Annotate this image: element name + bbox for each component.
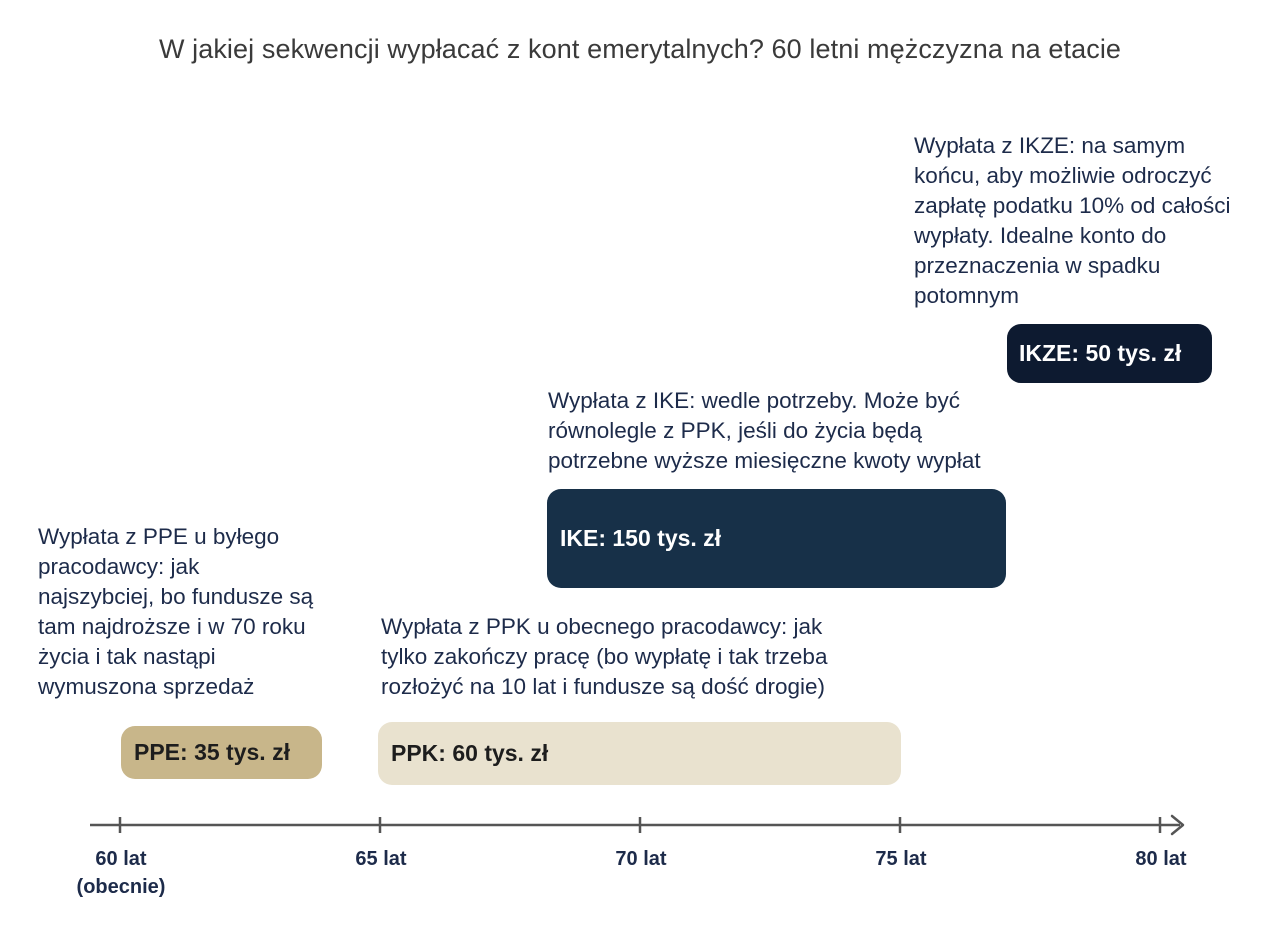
- ppk-bar: [378, 722, 901, 785]
- axis-tick-label-70: 70 lat: [615, 848, 667, 870]
- ikze-bar: [1007, 324, 1212, 383]
- ppe-note: Wypłata z PPE u byłego pracodawcy: jak najszybciej, bo fundusze są tam najdroższe i w 70 roku życia i tak nastąpi wymuszona sprzedaż: [38, 524, 314, 699]
- ppe-bar-label: PPE: 35 tys. zł: [134, 739, 290, 765]
- axis-tick-label-60: 60 lat (obecnie): [76, 848, 166, 898]
- axis-tick-label-75: 75 lat: [875, 848, 927, 870]
- axis-arrow-icon: [1172, 816, 1183, 834]
- ike-bar: [547, 489, 1006, 588]
- axis-tick-label-65: 65 lat: [355, 848, 407, 870]
- ikze-bar-label: IKZE: 50 tys. zł: [1019, 340, 1182, 366]
- ike-bar-label: IKE: 150 tys. zł: [560, 525, 722, 551]
- ppe-bar: [121, 726, 322, 779]
- diagram-title: W jakiej sekwencji wypłacać z kont emerytalnych? 60 letni mężczyzna na etacie: [158, 34, 1122, 64]
- ppk-note: Wypłata z PPK u obecnego pracodawcy: jak tylko zakończy pracę (bo wypłatę i tak trzeba rozłożyć na 10 lat i fundusze są dość drogie): [381, 614, 828, 699]
- ppk-bar-label: PPK: 60 tys. zł: [391, 740, 549, 766]
- ike-note: Wypłata z IKE: wedle potrzeby. Może być równolegle z PPK, jeśli do życia będą potrzebne wyższe miesięczne kwoty wypłat: [548, 388, 981, 473]
- axis-tick-label-80: 80 lat: [1135, 848, 1187, 870]
- ikze-note: Wypłata z IKZE: na samym końcu, aby możliwie odroczyć zapłatę podatku 10% od całości wypłaty. Idealne konto do przeznaczenia w spadku potomnym: [914, 133, 1231, 308]
